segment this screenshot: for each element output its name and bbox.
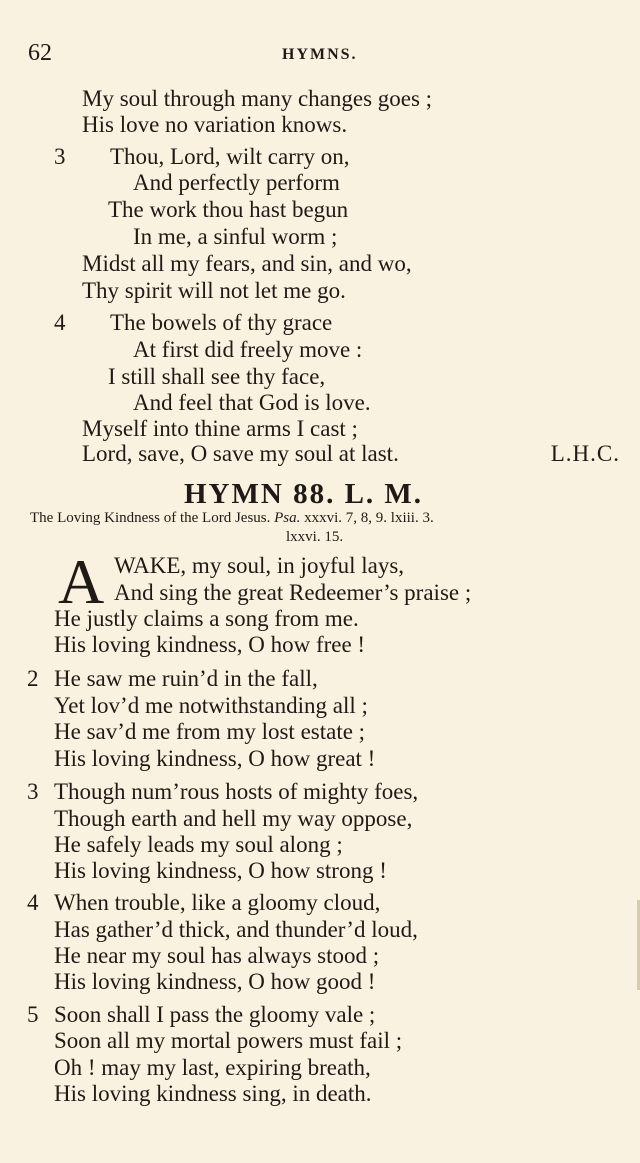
subtitle-text: The Loving Kindness of the Lord Jesus. (30, 510, 271, 526)
verse-line: Has gather’d thick, and thunder’d loud, (54, 917, 418, 942)
verse-line: His loving kindness, O how free ! (54, 632, 366, 657)
scripture-refs-cont: lxxvi. 15. (286, 529, 344, 545)
author-attribution: L.H.C. (550, 441, 620, 466)
drop-cap: A (58, 546, 105, 617)
verse-line: He justly claims a song from me. (54, 606, 359, 631)
verse-line: His love no variation knows. (82, 112, 348, 137)
verse-line: He near my soul has always stood ; (54, 943, 380, 968)
verse-line: His loving kindness sing, in death. (54, 1081, 372, 1106)
hymn-title: HYMN 88. L. M. (184, 478, 424, 510)
verse-line: His loving kindness, O how good ! (54, 969, 376, 994)
verse-line: Soon shall I pass the gloomy vale ; (54, 1002, 376, 1027)
verse-line: Midst all my fears, and sin, and wo, (82, 251, 412, 276)
verse-line: Yet lov’d me notwithstanding all ; (54, 693, 368, 718)
verse-line: At first did freely move : (133, 337, 363, 362)
hymn-subtitle (30, 510, 434, 527)
stanza-number: 3 (27, 779, 39, 804)
verse-line: And perfectly perform (133, 170, 340, 195)
verse-line: Myself into thine arms I cast ; (82, 416, 358, 441)
verse-line: Though num’rous hosts of mighty foes, (54, 779, 419, 804)
verse-line: He safely leads my soul along ; (54, 832, 343, 857)
verse-line: The bowels of thy grace (110, 310, 333, 335)
verse-line: The work thou hast begun (108, 197, 349, 222)
verse-line: He saw me ruin’d in the fall, (54, 666, 318, 691)
verse-line: Oh ! may my last, expiring breath, (54, 1055, 371, 1080)
stanza-number: 5 (27, 1002, 39, 1027)
running-title: HYMNS. (282, 46, 358, 63)
stanza-number: 4 (27, 890, 39, 915)
verse-line: My soul through many changes goes ; (82, 86, 433, 111)
verse-line: Lord, save, O save my soul at last. (82, 441, 399, 466)
verse-line: In me, a sinful worm ; (133, 224, 338, 249)
stanza-number: 2 (27, 666, 39, 691)
stanza-number: 4 (54, 310, 66, 335)
verse-line: Soon all my mortal powers must fail ; (54, 1028, 403, 1053)
verse-line: His loving kindness, O how strong ! (54, 858, 387, 883)
verse-line: When trouble, like a gloomy cloud, (54, 890, 381, 915)
page-number: 62 (28, 40, 52, 66)
verse-line: And feel that God is love. (133, 390, 371, 415)
verse-line: Though earth and hell my way oppose, (54, 806, 413, 831)
verse-line: His loving kindness, O how great ! (54, 746, 376, 771)
verse-line: And sing the great Redeemer’s praise ; (114, 580, 472, 605)
verse-line: Thy spirit will not let me go. (82, 278, 346, 303)
stanza-number: 3 (54, 144, 66, 169)
scripture-abbrev: Psa. (274, 510, 301, 526)
verse-line: I still shall see thy face, (108, 364, 326, 389)
verse-line: He sav’d me from my lost estate ; (54, 719, 366, 744)
verse-line: Thou, Lord, wilt carry on, (110, 144, 350, 169)
verse-line: WAKE, my soul, in joyful lays, (114, 553, 405, 578)
scripture-refs: xxxvi. 7, 8, 9. lxiii. 3. (304, 510, 434, 526)
